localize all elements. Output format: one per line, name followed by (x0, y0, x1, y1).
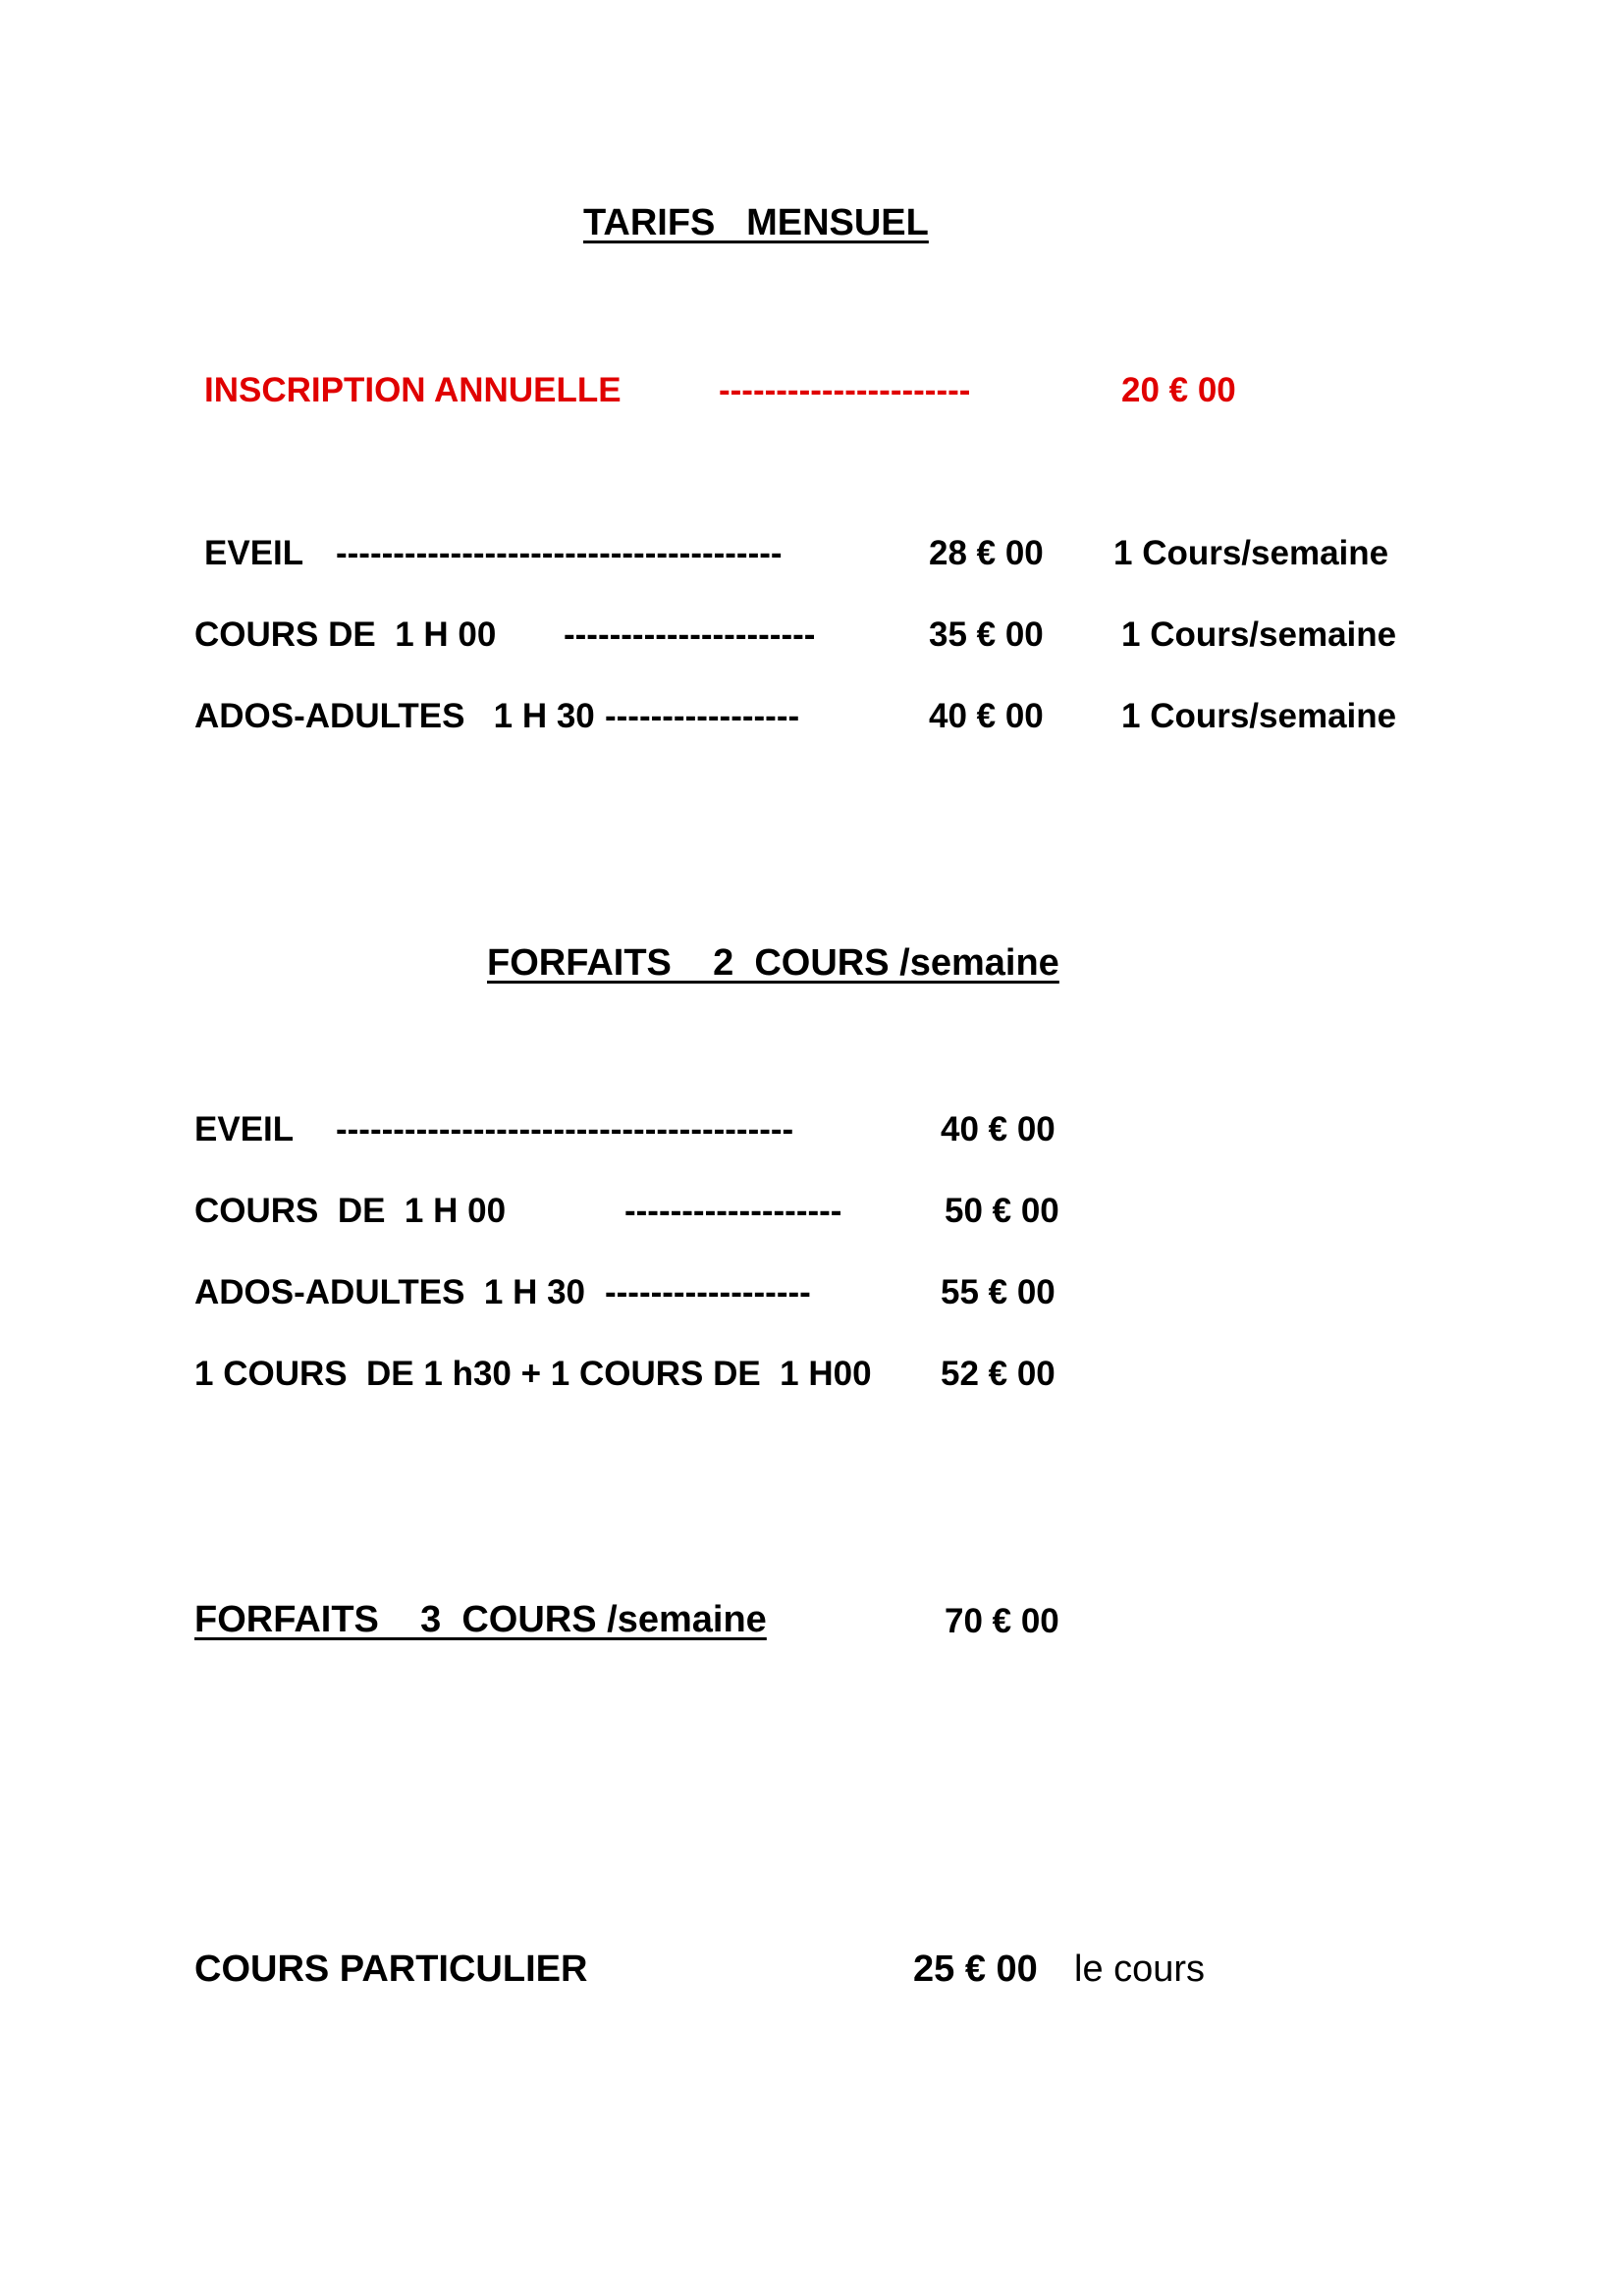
forfait2-label-cours: COURS DE 1 H 00 (194, 1192, 507, 1230)
forfait2-dashes-ados: ------------------ (605, 1273, 811, 1311)
forfait2-label-eveil: EVEIL (194, 1110, 295, 1148)
monthly-note-ados: 1 Cours/semaine (1121, 697, 1397, 735)
monthly-dashes-ados: ----------------- (605, 697, 800, 735)
monthly-note-cours: 1 Cours/semaine (1121, 615, 1397, 654)
forfait3-price: 70 € 00 (945, 1602, 1059, 1640)
monthly-label-eveil: EVEIL (204, 534, 304, 572)
forfait2-price-cours: 50 € 00 (945, 1192, 1059, 1230)
monthly-price-ados: 40 € 00 (929, 697, 1044, 735)
forfait2-label-ados: ADOS-ADULTES 1 H 30 (194, 1273, 586, 1311)
page-title: TARIFS MENSUEL (583, 202, 929, 243)
monthly-dashes-cours: ---------------------- (564, 615, 816, 654)
monthly-label-cours: COURS DE 1 H 00 (194, 615, 497, 654)
forfait2-price-eveil: 40 € 00 (941, 1110, 1056, 1148)
forfait2-label-combo: 1 COURS DE 1 h30 + 1 COURS DE 1 H00 (194, 1355, 872, 1393)
inscription-label: INSCRIPTION ANNUELLE (204, 371, 622, 409)
monthly-note-eveil: 1 Cours/semaine (1113, 534, 1389, 572)
forfait2-heading: FORFAITS 2 COURS /semaine (487, 942, 1059, 984)
monthly-price-cours: 35 € 00 (929, 615, 1044, 654)
monthly-price-eveil: 28 € 00 (929, 534, 1044, 572)
forfait2-price-ados: 55 € 00 (941, 1273, 1056, 1311)
inscription-price: 20 € 00 (1121, 371, 1236, 409)
particulier-label: COURS PARTICULIER (194, 1949, 588, 1990)
particulier-note: le cours (1074, 1949, 1206, 1990)
forfait2-price-combo: 52 € 00 (941, 1355, 1056, 1393)
forfait2-dashes-cours: ------------------- (624, 1192, 842, 1230)
monthly-dashes-eveil: --------------------------------------- (336, 534, 783, 572)
forfait2-dashes-eveil: ---------------------------------------- (336, 1110, 794, 1148)
forfait3-heading: FORFAITS 3 COURS /semaine (194, 1599, 767, 1640)
monthly-label-ados: ADOS-ADULTES 1 H 30 (194, 697, 595, 735)
particulier-price: 25 € 00 (913, 1949, 1038, 1990)
inscription-dashes: ---------------------- (719, 371, 971, 409)
